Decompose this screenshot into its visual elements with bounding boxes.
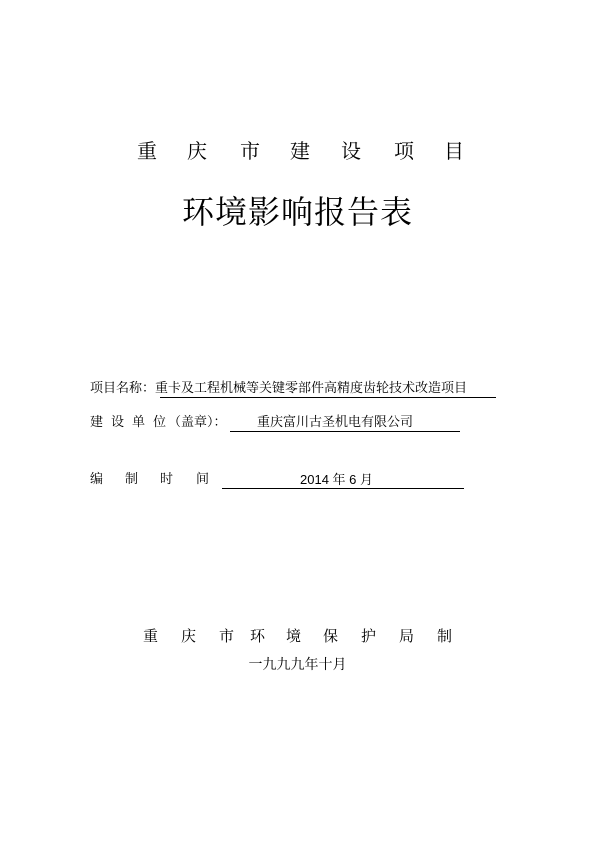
compile-time-underline (222, 488, 464, 489)
unit-label-char: 位 (153, 415, 167, 430)
footer-char: 护 (361, 627, 377, 645)
project-name-label: 项目名称： (90, 381, 156, 396)
compile-label-char: 制 (125, 472, 139, 487)
footer-char: 庆 (181, 627, 197, 645)
header-char: 项 (394, 139, 414, 163)
footer-char: 保 (323, 627, 339, 645)
compile-label-char: 时 (160, 472, 174, 487)
header-char: 设 (341, 139, 361, 163)
unit-label-char: 单 (132, 415, 146, 430)
header-char: 市 (240, 139, 260, 163)
header-char: 重 (137, 139, 157, 163)
issue-date: 一九九九年十月 (248, 657, 347, 673)
compile-time-value: 2014 年 6 月 (300, 472, 373, 487)
compile-label-char: 编 (90, 472, 104, 487)
project-name-row (90, 380, 467, 398)
footer-char: 市 (219, 627, 235, 645)
footer-char: 制 (437, 627, 453, 645)
header-char: 建 (290, 139, 310, 163)
unit-label-char: 设 (111, 415, 125, 430)
project-name-underline (160, 397, 496, 398)
compile-time-row (90, 471, 510, 489)
construction-unit-value: 重庆富川古圣机电有限公司 (257, 415, 414, 430)
footer-char: 重 (143, 627, 159, 645)
unit-label-suffix: （盖章）： (168, 415, 227, 430)
project-name-value: 重卡及工程机械等关键零部件高精度齿轮技术改造项目 (155, 381, 468, 396)
issuing-authority-header (0, 138, 595, 164)
footer-char: 环 (250, 627, 266, 645)
construction-unit-underline (230, 431, 460, 432)
compile-label-char: 间 (196, 472, 210, 487)
footer-char: 局 (399, 627, 415, 645)
header-char: 庆 (187, 139, 207, 163)
construction-unit-row (90, 414, 510, 432)
document-title: 环境影响报告表 (181, 193, 413, 231)
issuing-bureau-footer (0, 626, 595, 646)
unit-label-char: 建 (90, 415, 104, 430)
footer-char: 境 (286, 627, 302, 645)
header-char: 目 (444, 139, 464, 163)
